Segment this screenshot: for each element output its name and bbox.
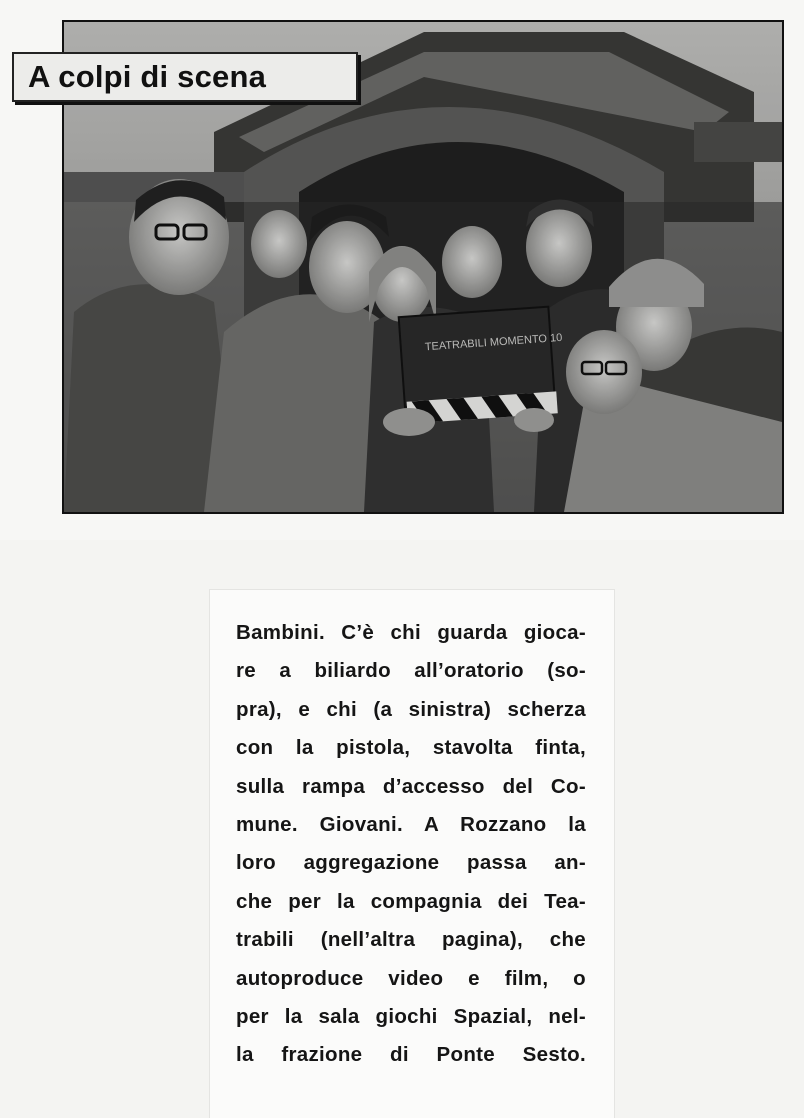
caption-line: autoproduce video e film, o: [236, 966, 586, 990]
caption-line: con la pistola, stavolta finta,: [236, 736, 586, 760]
caption-line: loro aggregazione passa an-: [236, 851, 586, 875]
caption-line: che per la compagnia dei Tea-: [236, 889, 586, 913]
headline: A colpi di scena: [28, 59, 267, 94]
headline-box: [12, 52, 358, 102]
caption-line: sulla rampa d’accesso del Co-: [236, 774, 586, 798]
caption-line: la frazione di Ponte Sesto.: [236, 1043, 586, 1067]
caption-line: pra), e chi (a sinistra) scherza: [236, 697, 586, 721]
caption-line: re a biliardo all’oratorio (so-: [236, 659, 586, 683]
photo-caption: [236, 614, 586, 1075]
clapperboard-text: TEATRABILI MOMENTO 10: [424, 331, 563, 354]
caption-line: per la sala giochi Spazial, nel-: [236, 1005, 586, 1029]
caption-line: mune. Giovani. A Rozzano la: [236, 813, 586, 837]
caption-line: trabili (nell’altra pagina), che: [236, 928, 586, 952]
caption-line: Bambini. C’è chi guarda gioca-: [236, 621, 586, 644]
